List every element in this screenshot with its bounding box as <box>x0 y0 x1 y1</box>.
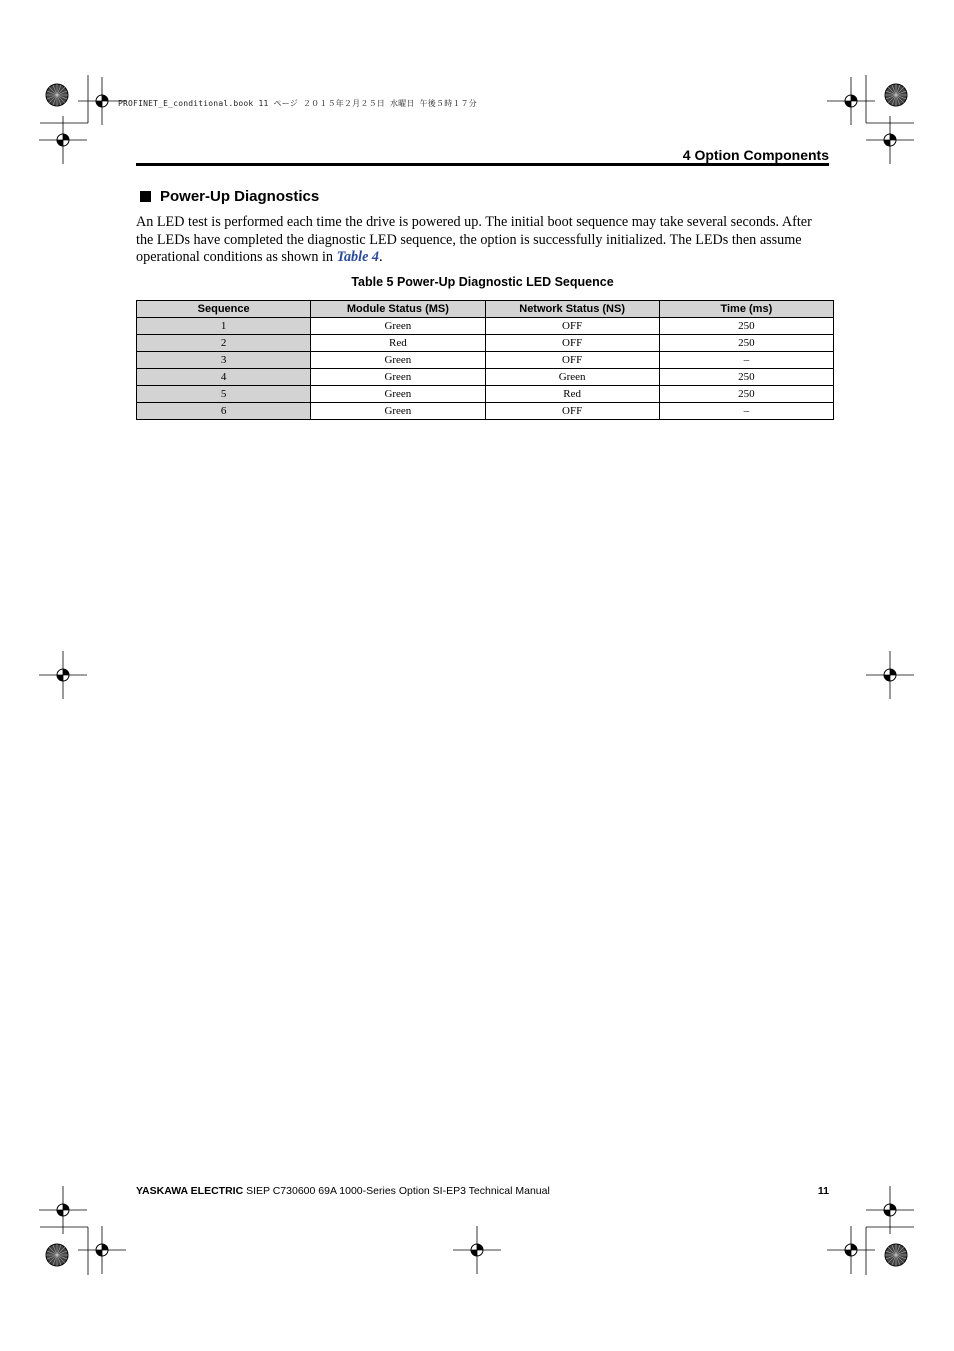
table-header-row <box>137 301 834 318</box>
print-header: PROFINET_E_conditional.book 11 ページ ２０１５年２月２５日 水曜日 午後５時１７分 <box>118 99 477 108</box>
cell-sequence: 2 <box>137 335 311 352</box>
table-4-link[interactable]: Table 4 <box>336 249 380 265</box>
body-paragraph <box>136 214 829 267</box>
header-sequence: Sequence <box>137 301 311 318</box>
table-row <box>137 386 834 403</box>
footer-manual-title: SIEP C730600 69A 1000-Series Option SI-EP3 Technical Manual <box>243 1185 550 1197</box>
cell-network-status: OFF <box>485 403 659 420</box>
cell-sequence: 1 <box>137 318 311 335</box>
header-module-status: Module Status (MS) <box>311 301 485 318</box>
cell-module-status: Green <box>311 386 485 403</box>
cell-sequence: 6 <box>137 403 311 420</box>
table-row <box>137 318 834 335</box>
cell-time: 250 <box>659 335 833 352</box>
section-heading <box>140 188 319 205</box>
footer-title <box>136 1185 550 1197</box>
table-row <box>137 403 834 420</box>
header-network-status: Network Status (NS) <box>485 301 659 318</box>
cell-network-status: OFF <box>485 318 659 335</box>
led-sequence-table <box>136 300 834 420</box>
cell-module-status: Green <box>311 352 485 369</box>
cell-time: 250 <box>659 369 833 386</box>
cell-module-status: Red <box>311 335 485 352</box>
heading-text: Power-Up Diagnostics <box>160 188 320 205</box>
cell-time: 250 <box>659 386 833 403</box>
cell-time: 250 <box>659 318 833 335</box>
cell-network-status: OFF <box>485 335 659 352</box>
body-text-after: . <box>379 249 383 265</box>
section-rule <box>136 163 829 166</box>
cell-module-status: Green <box>311 403 485 420</box>
body-text-before: An LED test is performed each time the drive is powered up. The initial boot sequence may take several seconds. After the LEDs have completed the diagnostic LED sequence, the option is successfully initialized. The LEDs then assume operational conditions as shown in <box>136 214 812 265</box>
table-row <box>137 335 834 352</box>
footer-brand: YASKAWA ELECTRIC <box>136 1185 244 1197</box>
cell-time: – <box>659 352 833 369</box>
cell-time: – <box>659 403 833 420</box>
cell-sequence: 4 <box>137 369 311 386</box>
cell-module-status: Green <box>311 369 485 386</box>
cell-sequence: 5 <box>137 386 311 403</box>
cell-network-status: Green <box>485 369 659 386</box>
cell-sequence: 3 <box>137 352 311 369</box>
square-bullet-icon <box>140 191 151 202</box>
section-header: 4 Option Components <box>682 147 829 163</box>
cell-network-status: OFF <box>485 352 659 369</box>
cell-network-status: Red <box>485 386 659 403</box>
cell-module-status: Green <box>311 318 485 335</box>
header-time: Time (ms) <box>659 301 833 318</box>
table-caption: Table 5 Power-Up Diagnostic LED Sequence <box>351 275 614 289</box>
page-number: 11 <box>817 1185 829 1197</box>
table-row <box>137 352 834 369</box>
table-row <box>137 369 834 386</box>
